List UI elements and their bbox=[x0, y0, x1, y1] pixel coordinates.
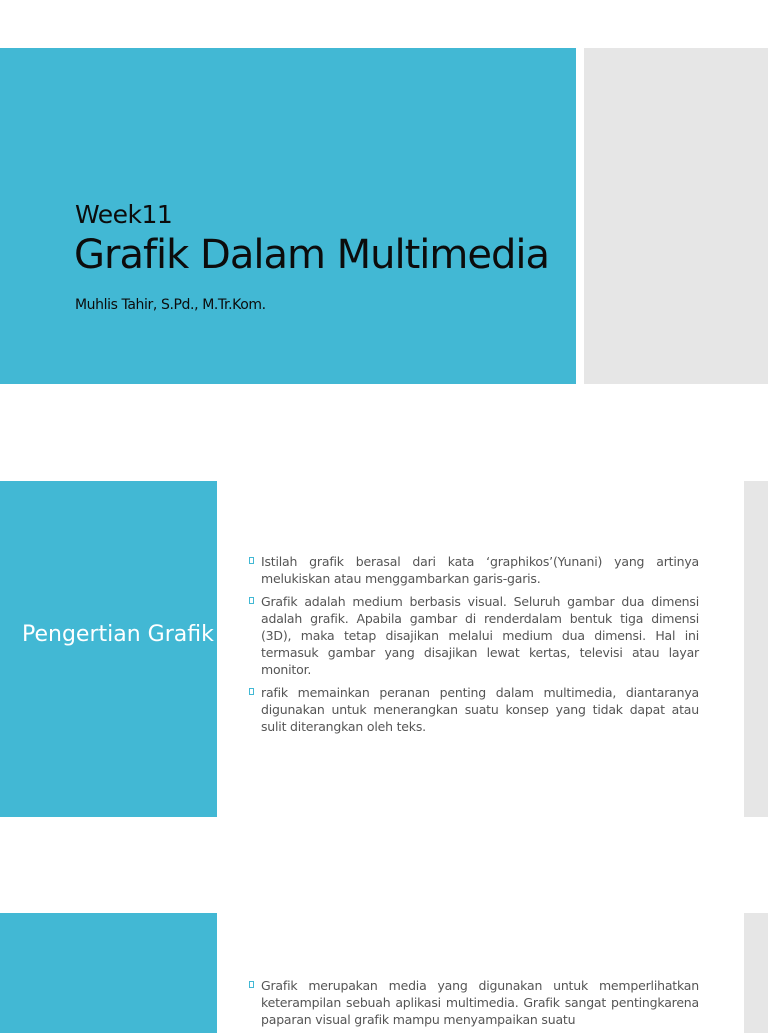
section-heading: Pengertian Grafik bbox=[22, 622, 214, 647]
section-panel bbox=[0, 913, 217, 1033]
slide-title: Grafik Dalam Multimedia bbox=[74, 232, 550, 278]
list-item bbox=[249, 977, 699, 1028]
bullet-text: Grafik adalah medium berbasis visual. Seluruh gambar dua dimensi adalah grafik. Apabila gambar di renderdalam bentuk tiga dimensi (3D), maka tetap disajikan melalui medium dua dimensi. Hal ini termasuk gambar yang disajikan lewat kertas, televisi atau layar monitor. bbox=[261, 594, 699, 677]
square-bullet-icon bbox=[249, 597, 254, 604]
square-bullet-icon bbox=[249, 688, 254, 695]
bullet-text: Istilah grafik berasal dari kata ‘graphikos’(Yunani) yang artinya melukiskan atau menggambarkan garis-garis. bbox=[261, 554, 699, 586]
week-label: Week11 bbox=[75, 200, 173, 229]
bullet-text: Grafik merupakan media yang digunakan untuk memperlihatkan keterampilan sebuah aplikasi multimedia. Grafik sangat pentingkarena paparan visual grafik mampu menyampaikan suatu bbox=[261, 978, 699, 1027]
list-item bbox=[249, 684, 699, 735]
title-slide-side-panel bbox=[584, 48, 768, 384]
square-bullet-icon bbox=[249, 981, 254, 988]
slide-side-panel bbox=[744, 913, 768, 1033]
bullet-list bbox=[249, 977, 699, 1034]
list-item bbox=[249, 553, 699, 587]
slide-side-panel bbox=[744, 481, 768, 817]
bullet-text: rafik memainkan peranan penting dalam multimedia, diantaranya digunakan untuk menerangkan suatu konsep yang tidak dapat atau sulit diterangkan oleh teks. bbox=[261, 685, 699, 734]
list-item bbox=[249, 593, 699, 678]
bullet-list bbox=[249, 553, 699, 741]
square-bullet-icon bbox=[249, 557, 254, 564]
author-name: Muhlis Tahir, S.Pd., M.Tr.Kom. bbox=[75, 297, 266, 313]
